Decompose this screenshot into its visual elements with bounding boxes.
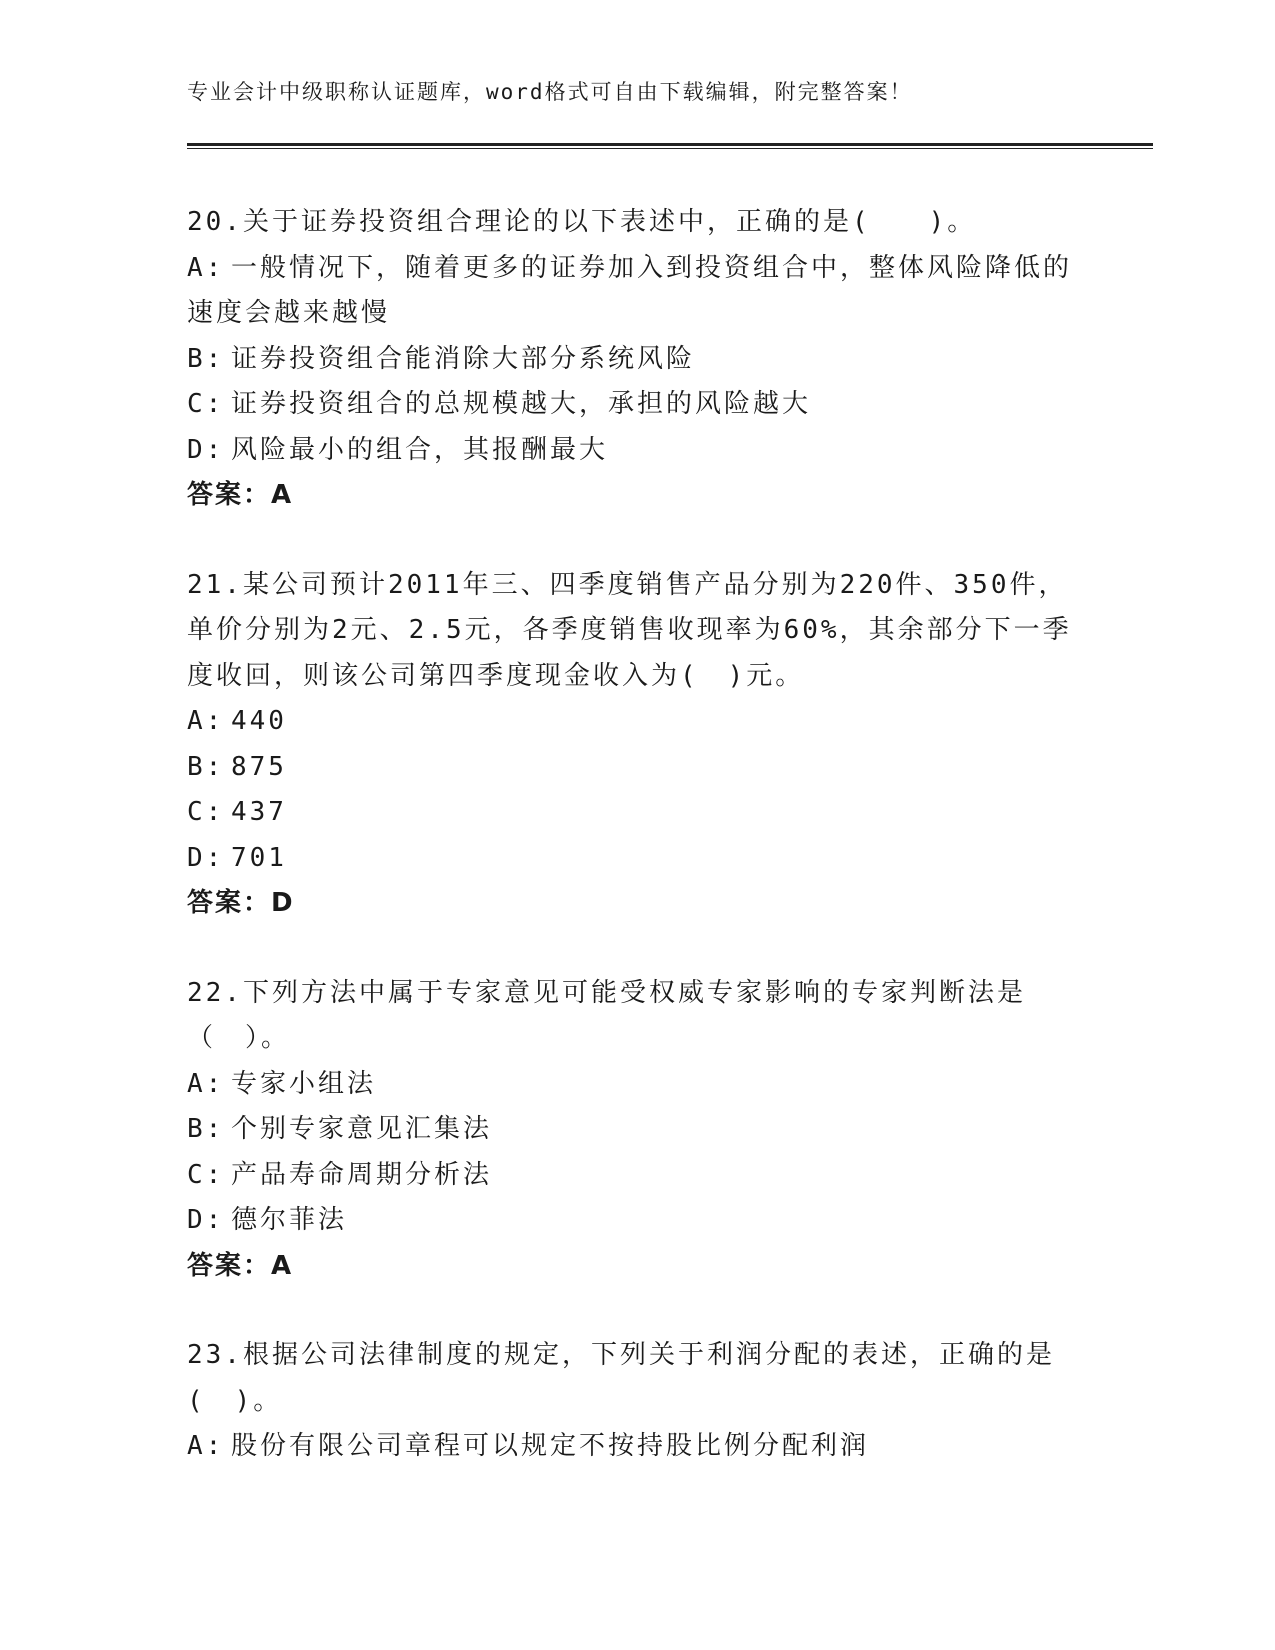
option-letter: D: xyxy=(187,842,225,873)
option-text: 证券投资组合能消除大部分系统风险 xyxy=(231,343,696,374)
option-c xyxy=(187,1153,1087,1199)
option-c xyxy=(187,382,1087,428)
option-text: 德尔菲法 xyxy=(231,1205,348,1235)
option-letter: A: xyxy=(187,706,225,736)
option-letter: B: xyxy=(187,1114,225,1144)
question-stem: 21.某公司预计2011年三、四季度销售产品分别为220件、350件，单价分别为2元、2.5元，各季度销售收现率为60%，其余部分下一季度收回，则该公司第四季度现金收入为( )元。 xyxy=(187,569,1072,691)
option-text: 个别专家意见汇集法 xyxy=(231,1114,493,1144)
answer-line: 答案：A xyxy=(187,1250,294,1281)
option-letter: C: xyxy=(187,1159,225,1190)
option-letter: A: xyxy=(187,1068,225,1099)
option-letter: D: xyxy=(187,1205,225,1235)
option-text: 一般情况下，随着更多的证券加入到投资组合中，整体风险降低的速度会越来越慢 xyxy=(187,252,1073,328)
answer-line: 答案：A xyxy=(187,480,294,510)
option-letter: D: xyxy=(187,434,225,465)
option-text: 875 xyxy=(231,751,287,782)
question-stem: 22.下列方法中属于专家意见可能受权威专家影响的专家判断法是（ ）。 xyxy=(187,977,1026,1053)
option-a xyxy=(187,246,1087,337)
option-a xyxy=(187,1062,1087,1108)
option-text: 产品寿命周期分析法 xyxy=(231,1159,493,1190)
question-stem: 20.关于证券投资组合理论的以下表述中，正确的是( )。 xyxy=(187,207,977,237)
option-text: 701 xyxy=(231,842,287,873)
option-b xyxy=(187,745,1087,791)
option-text: 440 xyxy=(231,706,287,736)
option-letter: B: xyxy=(187,751,225,782)
option-d xyxy=(187,836,1087,882)
answer-line: 答案：D xyxy=(187,888,295,918)
option-text: 证券投资组合的总规模越大，承担的风险越大 xyxy=(231,389,812,419)
option-text: 专家小组法 xyxy=(231,1068,377,1099)
question-21 xyxy=(187,563,1087,927)
option-b xyxy=(187,1107,1087,1153)
option-text: 股份有限公司章程可以规定不按持股比例分配利润 xyxy=(231,1431,870,1461)
question-23 xyxy=(187,1333,1087,1470)
option-text: 风险最小的组合，其报酬最大 xyxy=(231,434,609,465)
option-d xyxy=(187,428,1087,474)
question-20 xyxy=(187,200,1087,519)
question-22 xyxy=(187,971,1087,1290)
option-letter: B: xyxy=(187,343,225,374)
question-list xyxy=(187,200,1087,1514)
page-header: 专业会计中级职称认证题库，word格式可自由下载编辑，附完整答案！ xyxy=(187,80,913,104)
option-letter: A: xyxy=(187,252,225,283)
option-a xyxy=(187,1424,1087,1470)
option-b xyxy=(187,337,1087,383)
option-letter: A: xyxy=(187,1431,225,1461)
option-letter: C: xyxy=(187,389,225,419)
header-divider xyxy=(187,143,1153,149)
option-a xyxy=(187,699,1087,745)
option-letter: C: xyxy=(187,797,225,827)
option-c xyxy=(187,790,1087,836)
option-d xyxy=(187,1198,1087,1244)
option-text: 437 xyxy=(231,797,287,827)
question-stem: 23.根据公司法律制度的规定，下列关于利润分配的表述，正确的是( )。 xyxy=(187,1340,1055,1416)
